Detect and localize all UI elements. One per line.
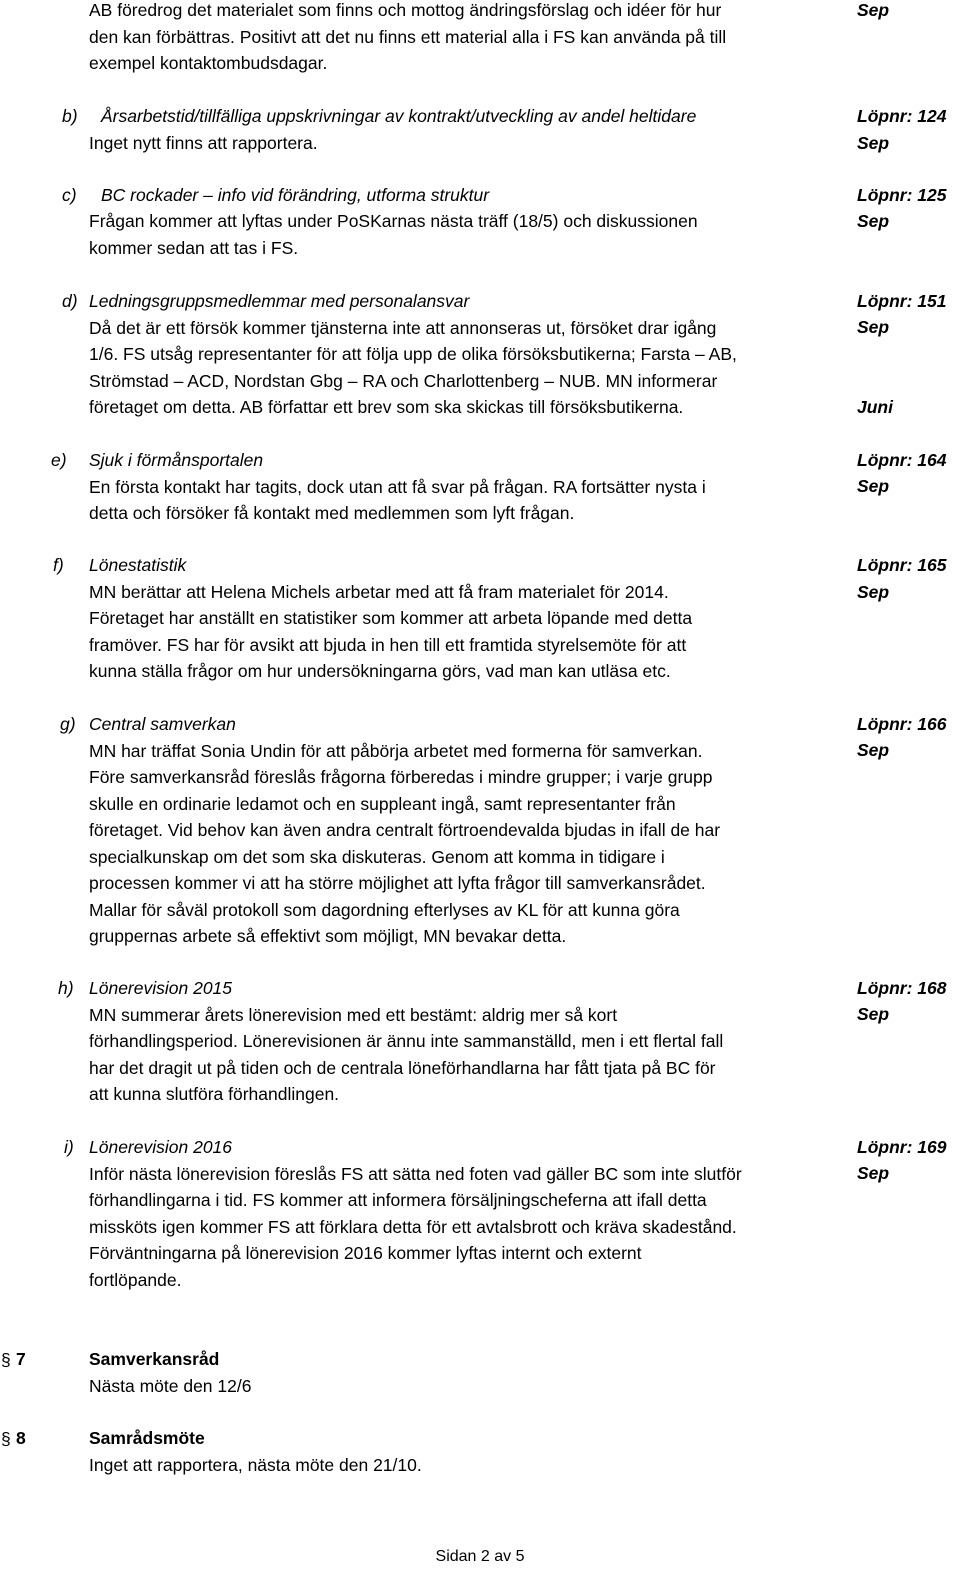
section-7 bbox=[89, 1346, 251, 1399]
item-title: Central samverkan bbox=[89, 714, 236, 734]
section-number: 7 bbox=[16, 1349, 26, 1369]
item-letter-g: g) bbox=[60, 714, 76, 734]
item-body-line: detta och försöker få kontakt med medlemmen som lyft frågan. bbox=[89, 503, 575, 523]
item-body-line: Då det är ett försök kommer tjänsterna inte att annonseras ut, försöket drar igång bbox=[89, 317, 717, 338]
lopnr-label: Löpnr: 165 bbox=[857, 555, 947, 575]
item-body-line: MN summerar årets lönerevision med ett bestämt: aldrig mer så kort bbox=[89, 1004, 618, 1025]
item-body-line: gruppernas arbete så effektivt som möjligt, MN bevakar detta. bbox=[89, 926, 567, 946]
section-body: Inget att rapportera, nästa möte den 21/10. bbox=[89, 1454, 422, 1475]
item-letter-i: i) bbox=[64, 1137, 74, 1157]
item-e bbox=[89, 447, 706, 527]
item-body-line: processen kommer vi att ha större möjlighet att lyfta frågor till samverkansrådet. bbox=[89, 873, 706, 893]
item-body-line: Inför nästa lönerevision föreslås FS att sätta ned foten vad gäller BC som inte slutför bbox=[89, 1163, 742, 1184]
item-body-line: Inget nytt finns att rapportera. bbox=[89, 133, 318, 153]
section-title: Samrådsmöte bbox=[89, 1428, 205, 1448]
item-body-line: företaget om detta. AB författar ett brev som ska skickas till försöksbutikerna. bbox=[89, 397, 684, 417]
item-body-line: missköts igen kommer FS att förklara detta för ett avtalsbrott och kräva skadestånd. bbox=[89, 1216, 737, 1237]
side-note: Sep bbox=[857, 133, 890, 153]
intro-line: den kan förbättras. Positivt att det nu finns ett material alla i FS kan använda på till bbox=[89, 26, 727, 47]
item-title: Årsarbetstid/tillfälliga uppskrivningar av kontrakt/utveckling av andel heltidare bbox=[101, 106, 697, 126]
item-letter-b: b) bbox=[62, 106, 78, 126]
item-body-line: Företaget har anställt en statistiker som kommer att arbeta löpande med detta bbox=[89, 608, 693, 628]
section-number: 8 bbox=[16, 1428, 26, 1448]
side-note: Sep bbox=[857, 582, 890, 602]
item-body-line: specialkunskap om det som ska diskuteras. Genom att komma in tidigare i bbox=[89, 846, 665, 867]
item-body-line: skulle en ordinarie ledamot och en suppleant ingå, samt representanter från bbox=[89, 793, 676, 814]
lopnr-label: Löpnr: 164 bbox=[857, 450, 947, 470]
lopnr-label: Löpnr: 151 bbox=[857, 291, 947, 311]
item-c bbox=[101, 182, 489, 209]
item-body-line: förhandlingsperiod. Lönerevisionen är ännu inte sammanställd, men i ett flertal fall bbox=[89, 1031, 724, 1051]
item-b-body bbox=[89, 130, 318, 157]
section-title: Samverkansråd bbox=[89, 1349, 220, 1369]
item-title: Lönestatistik bbox=[89, 555, 187, 575]
item-body-line: MN berättar att Helena Michels arbetar med att få fram materialet för 2014. bbox=[89, 581, 669, 602]
item-body-line: Förväntningarna på lönerevision 2016 kommer lyftas internt och externt bbox=[89, 1243, 642, 1263]
section-symbol: § bbox=[1, 1429, 11, 1449]
item-f bbox=[89, 552, 692, 685]
item-letter-f: f) bbox=[53, 555, 64, 575]
item-body-line: framöver. FS har för avsikt att bjuda in hen till ett framtida styrelsemöte för att bbox=[89, 634, 687, 655]
lopnr-label: Löpnr: 124 bbox=[857, 106, 947, 126]
lopnr-label: Löpnr: 169 bbox=[857, 1137, 947, 1157]
intro-paragraph bbox=[89, 0, 726, 77]
item-body-line: Frågan kommer att lyftas under PoSKarnas nästa träff (18/5) och diskussionen bbox=[89, 211, 698, 231]
item-title: Lönerevision 2015 bbox=[89, 978, 233, 998]
side-note: Sep bbox=[857, 1004, 890, 1024]
item-title: BC rockader – info vid förändring, utforma struktur bbox=[101, 185, 490, 205]
intro-line: exempel kontaktombudsdagar. bbox=[89, 53, 328, 73]
item-b bbox=[101, 103, 696, 130]
lopnr-label: Löpnr: 168 bbox=[857, 978, 947, 998]
lopnr-label: Löpnr: 125 bbox=[857, 185, 947, 205]
item-body-line: kommer sedan att tas i FS. bbox=[89, 237, 299, 258]
item-body-line: Mallar för såväl protokoll som dagordning efterlyses av KL för att kunna göra bbox=[89, 899, 680, 920]
item-letter-h: h) bbox=[58, 978, 74, 998]
section-8 bbox=[89, 1425, 422, 1478]
side-note: Sep bbox=[857, 211, 890, 231]
item-letter-e: e) bbox=[51, 450, 67, 470]
item-title: Lönerevision 2016 bbox=[89, 1137, 233, 1157]
side-note: Sep bbox=[857, 317, 890, 337]
item-title: Ledningsgruppsmedlemmar med personalansvar bbox=[89, 291, 470, 311]
item-g bbox=[89, 711, 720, 950]
item-body-line: Före samverkansråd föreslås frågorna förberedas i mindre grupper; i varje grupp bbox=[89, 767, 713, 787]
item-h bbox=[89, 975, 723, 1108]
item-i bbox=[89, 1134, 742, 1293]
item-title: Sjuk i förmånsportalen bbox=[89, 450, 264, 470]
intro-side-note: Sep bbox=[857, 0, 890, 20]
side-note: Sep bbox=[857, 1163, 890, 1183]
item-body-line: har det dragit ut på tiden och de centrala löneförhandlarna har fått tjata på BC för bbox=[89, 1057, 716, 1078]
item-body-line: Strömstad – ACD, Nordstan Gbg – RA och Charlottenberg – NUB. MN informerar bbox=[89, 370, 718, 391]
item-body-line: kunna ställa frågor om hur undersökningarna görs, vad man kan utläsa etc. bbox=[89, 661, 671, 681]
item-body-line: 1/6. FS utsåg representanter för att följa upp de olika försöksbutikerna; Farsta – AB, bbox=[89, 344, 737, 364]
item-body-line: fortlöpande. bbox=[89, 1269, 182, 1290]
item-letter-c: c) bbox=[62, 185, 77, 205]
page-footer: Sidan 2 av 5 bbox=[435, 1548, 525, 1565]
side-note: Juni bbox=[857, 397, 893, 417]
section-body: Nästa möte den 12/6 bbox=[89, 1375, 252, 1396]
item-d bbox=[89, 288, 737, 421]
item-body-line: MN har träffat Sonia Undin för att påbörja arbetet med formerna för samverkan. bbox=[89, 740, 703, 761]
item-body-line: företaget. Vid behov kan även andra centralt förtroendevalda bjudas in ifall de har bbox=[89, 820, 721, 840]
item-body-line: En första kontakt har tagits, dock utan att få svar på frågan. RA fortsätter nysta i bbox=[89, 476, 706, 497]
lopnr-label: Löpnr: 166 bbox=[857, 714, 947, 734]
intro-line: AB föredrog det materialet som finns och mottog ändringsförslag och idéer för hur bbox=[89, 0, 722, 20]
item-body-line: förhandlingarna i tid. FS kommer att informera försäljningscheferna att ifall detta bbox=[89, 1190, 707, 1210]
item-body-line: att kunna slutföra förhandlingen. bbox=[89, 1084, 340, 1104]
item-c-body bbox=[89, 208, 698, 261]
item-letter-d: d) bbox=[62, 291, 78, 311]
side-note: Sep bbox=[857, 476, 890, 496]
side-note: Sep bbox=[857, 740, 890, 760]
section-symbol: § bbox=[1, 1350, 11, 1370]
